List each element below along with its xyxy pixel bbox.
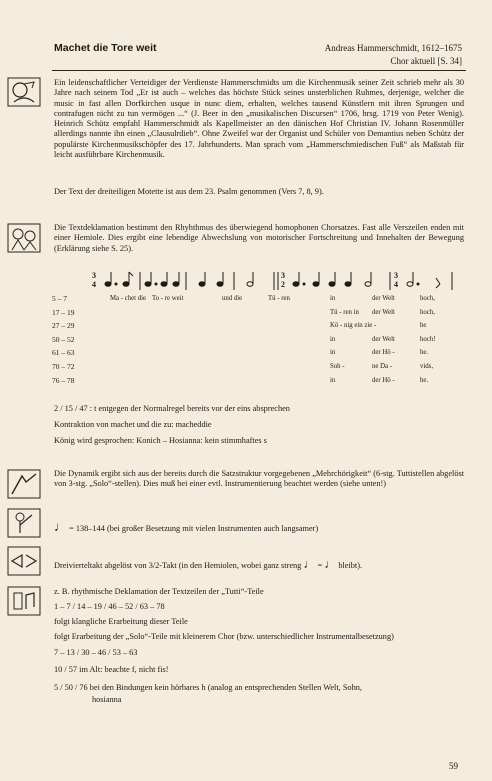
note-aussprache: König wird gesprochen: Konich – Hosianna: kein stimmhaftes s xyxy=(54,436,267,445)
dynamics-icon xyxy=(6,468,42,500)
meter-text: Dreivierteltakt abgelöst von 3/2-Takt (in den Hemiolen, wobei ganz streng xyxy=(54,561,302,570)
page-title: Machet die Tore weit xyxy=(54,42,157,54)
lyric-row xyxy=(52,294,472,306)
lyric-syllables: hoch, xyxy=(420,295,435,302)
lyric-row xyxy=(52,376,472,388)
measure-range: 76 – 78 xyxy=(52,375,75,385)
lyric-syllables: in xyxy=(330,335,336,343)
lyric-syllables: Tü - ren in xyxy=(330,308,359,316)
lyric-syllables: he. xyxy=(420,349,429,357)
source-ref: Chor aktuell [S. 34] xyxy=(390,56,462,66)
quarter-note-icon: ♩ xyxy=(54,519,67,534)
bind-note xyxy=(54,683,362,692)
bind-text: bei den Bindungen kein hörbares h (analog an entsprechenden Stellen Welt, Sohn, xyxy=(89,683,362,692)
svg-text:4: 4 xyxy=(394,280,398,289)
lyric-row xyxy=(52,348,472,360)
dynamics-paragraph: Die Dynamik ergibt sich aus der bereits durch die Satzstruktur vorgegebenen „Mehrchörigkeit“ (6-stg. Tuttistellen abgelöst von 3-stg. „Solo“-stellen). Dies muß bei einer evtl. Instrumentierung beachtet werden (siehe unten!) xyxy=(54,469,464,489)
step-solo: folgt Erarbeitung der „Solo“-Teile mit kleinerem Chor (bzw. unterschiedlicher Instrumentalbesetzung) xyxy=(54,632,394,641)
lyric-row xyxy=(52,335,472,347)
lyric-syllables: und die xyxy=(222,295,243,302)
lyric-syllables: der Hö - xyxy=(372,376,395,384)
page-number: 59 xyxy=(449,761,458,771)
svg-text:3: 3 xyxy=(394,271,398,280)
quarter-note-icon: ♩ xyxy=(303,557,316,571)
lyric-syllables: hoch, xyxy=(420,308,435,316)
note-absprechen xyxy=(54,404,290,413)
note-text: t entgegen der Normalregel bereits vor der eins absprechen xyxy=(94,404,290,413)
lyric-syllables: in xyxy=(330,295,336,302)
lyric-syllables: ne Da - xyxy=(372,363,393,370)
lyric-syllables: Tü - ren xyxy=(268,295,290,302)
measure-range: 5 – 7 xyxy=(52,294,67,303)
composer-info xyxy=(325,42,462,68)
measure-range: 17 – 19 xyxy=(52,307,75,317)
alt-numbers: 10 / 57 xyxy=(54,665,78,674)
lyric-syllables: in xyxy=(330,376,336,384)
lyric-syllables: Ma - chet die xyxy=(110,295,147,302)
rhythm-notation xyxy=(92,268,462,292)
conductor-icon xyxy=(6,507,42,539)
lyric-row xyxy=(52,321,472,333)
lyric-syllables: der Welt xyxy=(372,295,395,302)
tempo-line xyxy=(54,519,318,535)
intro-paragraph: Ein leidenschaftlicher Verteidiger der Verdienste Hammerschmidts um die Kirchenmusik seiner Zeit schrieb mehr als 30 Jahre nach seinem Tod „Er ist auch – welches das höchste Stück seines unsterblichen Ruhmes, derjenige, welcher die music in fast allen Dorfkirchen usque in nunc diem, erhalten, welches tausend Künstlern mit ihren Sprungen und contrafugen nicht zu tun vermögen ...“ (J. Beer in den „musikalischen Discursen“ 1706, hrsg. 1719 von Peter Wenig). Heinrich Schütz empfahl Hammerschmidt als Kapellmeister an den dänischen Hof Christian IV. Johann Rosenmüller allerdings nannte ihn einen „Clausulrdieb“. Ohne Zweifel war der Organist und Schüler von Demantius neben Schütz der populärste Kirchenmusikschöpfer des 17. Jahrhunderts. Man sprach vom „Hammerschmiedischen Fuß“ als Maßstab für leicht ausführbare Kirchenmusik. xyxy=(54,78,464,160)
svg-text:3: 3 xyxy=(92,271,96,280)
measure-range: 50 – 52 xyxy=(52,334,75,344)
lyric-syllables: Soh - xyxy=(330,363,345,370)
svg-text:4: 4 xyxy=(92,280,96,289)
svg-text:2: 2 xyxy=(281,280,285,289)
speaking-choir-icon xyxy=(6,222,42,254)
meter-line: Dreivierteltakt abgelöst von 3/2-Takt (in den Hemiolen, wobei ganz streng ♩ = ♩ bleibt). xyxy=(54,557,363,571)
alt-text: im Alt: beachte f, nicht fis! xyxy=(79,665,169,674)
bind-text-cont: hosianna xyxy=(92,695,122,704)
alt-note xyxy=(54,665,169,674)
lyric-syllables: he xyxy=(420,322,427,330)
lyric-syllables: To - re weit xyxy=(152,295,184,302)
tempo-text: = 138–144 (bei großer Besetzung mit vielen Instrumenten auch langsamer) xyxy=(69,524,319,533)
solo-numbers: 7 – 13 / 30 – 46 / 53 – 63 xyxy=(54,648,138,657)
note-kontraktion: Kontraktion von machet und die zu: macheddie xyxy=(54,420,212,429)
lyric-row xyxy=(52,308,472,320)
measure-range: 61 – 63 xyxy=(52,348,75,358)
lyric-syllables: hoch! xyxy=(420,335,436,343)
lyric-syllables: vids, xyxy=(420,363,434,370)
step-klang: folgt klangliche Erarbeitung dieser Teile xyxy=(54,617,188,626)
lyric-row xyxy=(52,362,472,374)
psalm-paragraph: Der Text der dreiteiligen Motette ist aus dem 23. Psalm genommen (Vers 7, 8, 9). xyxy=(54,187,324,196)
lyric-syllables: in xyxy=(330,349,336,357)
declamation-paragraph: Die Textdeklamation bestimmt den Rhyhthmus des überwiegend homophonen Chorsatzes. Fast alle Verszeilen enden mit einer Hemiole. Dies ergibt eine lebendige Abwechslung von motorischer Fortschreitung und Innehalten der Bewegung (Erklärung siehe S. 25). xyxy=(54,223,464,253)
lyric-syllables: der Welt xyxy=(372,308,395,316)
lyric-syllables: der Hö - xyxy=(372,349,395,357)
composer-portrait-icon xyxy=(6,76,42,108)
note-numbers: 2 / 15 / 47 : xyxy=(54,404,93,413)
tutti-numbers: 1 – 7 / 14 – 19 / 46 – 52 / 63 – 78 xyxy=(54,602,165,611)
bind-numbers: 5 / 50 / 76 xyxy=(54,683,88,692)
lyric-syllables: Kö - nig ein zie - xyxy=(330,322,377,330)
svg-text:3: 3 xyxy=(281,271,285,280)
meter-end-text: bleibt). xyxy=(338,561,363,570)
measure-range: 70 – 72 xyxy=(52,362,75,371)
header-rule xyxy=(52,70,466,71)
lyric-syllables: der Welt xyxy=(372,335,395,343)
lyric-syllables: he. xyxy=(420,376,429,384)
rhythm-title: z. B. rhythmische Deklamation der Textzeilen der „Tutti“-Teile xyxy=(54,587,264,596)
meter-icon xyxy=(6,545,42,577)
measure-range: 27 – 29 xyxy=(52,321,75,331)
composer-name: Andreas Hammerschmidt, 1612–1675 xyxy=(324,43,462,53)
quarter-note-icon: ♩ xyxy=(324,557,337,571)
rehearsal-icon xyxy=(6,585,42,617)
